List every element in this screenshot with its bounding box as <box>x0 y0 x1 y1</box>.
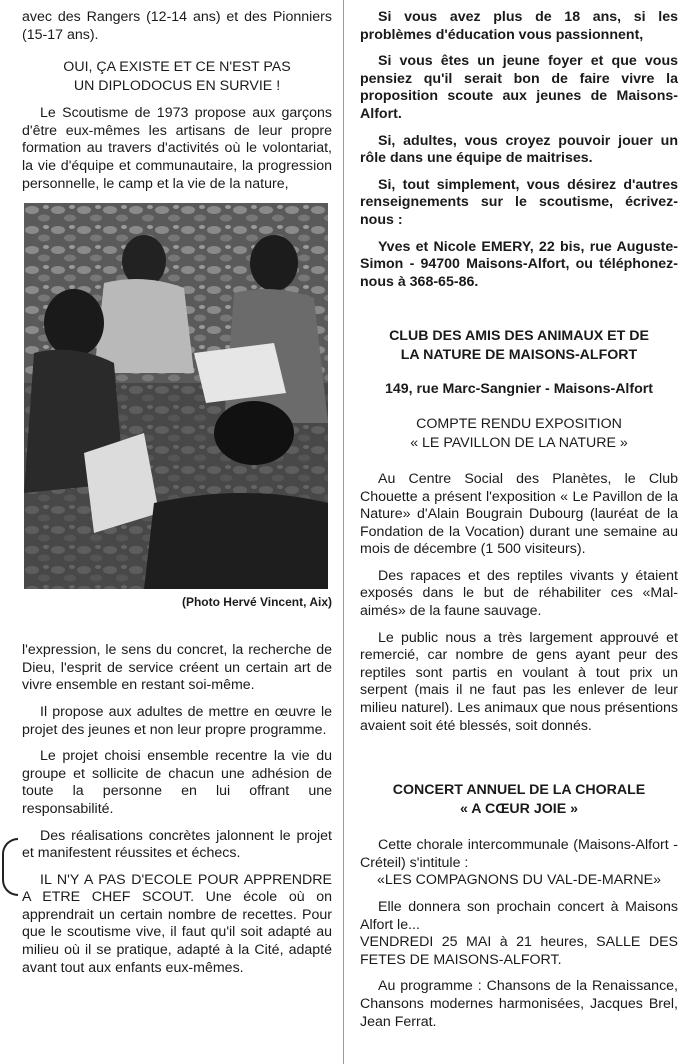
expression-paragraph: l'expression, le sens du concret, la recherche de Dieu, l'esprit de service créent un certain art de vivre ensemble en restant soi-même. <box>22 642 332 694</box>
concert-paragraph-3: Elle donnera son prochain concert à Maisons Alfort le... <box>360 899 678 933</box>
concert-heading-line1: CONCERT ANNUEL DE LA CHORALE <box>392 782 646 799</box>
scoutisme-paragraph: Le Scoutisme de 1973 propose aux garçons d'être eux-mêmes les artisans de leur propre formation au travers d'activités où le volontariat, la vie d'équipe et communautaire, la progression personnelle, le camp et la vie de la nature, <box>22 105 332 192</box>
club-heading-line2: LA NATURE DE MAISONS-ALFORT <box>400 347 638 364</box>
scouts-photo-illustration <box>24 203 328 589</box>
concert-date: VENDREDI 25 MAI à 21 heures, SALLE DES FETES DE MAISONS-ALFORT. <box>360 934 678 968</box>
adultes-paragraph: Si, adultes, vous croyez pouvoir jouer un rôle dans une équipe de maitrises. <box>360 132 678 167</box>
margin-bracket-mark <box>2 838 18 896</box>
rangers-paragraph: avec des Rangers (12-14 ans) et des Pionniers (15-17 ans). <box>22 9 332 43</box>
left-column <box>22 0 332 977</box>
expo-paragraph-3: Le public nous a très largement approuvé et remercié, car nombre de gens ayant peur des reptiles sont partis en voulant à tout prix un serpent (mais il ne faut pas les enlever de leur milieu naturel). Les animaux que nous présentions avaient soit été blessés, soit donnés. <box>360 629 678 734</box>
project-paragraph: Le projet choisi ensemble recentre la vie du groupe et sollicite de chacun une adhésion de toute la personne en lui offrant une responsabilité. <box>22 748 332 817</box>
concert-programme: Au programme : Chansons de la Renaissance, Chansons modernes harmonisées, Jacques Brel, Jean Ferrat. <box>360 978 678 1030</box>
concert-heading <box>360 781 678 819</box>
adults-paragraph: Il propose aux adultes de mettre en œuvre le projet des jeunes et non leur propre programme. <box>22 703 332 738</box>
scout-heading-line2: UN DIPLODOCUS EN SURVIE ! <box>73 78 281 95</box>
expo-heading-line1: COMPTE RENDU EXPOSITION <box>416 415 622 432</box>
concert-choir-name: «LES COMPAGNONS DU VAL-DE-MARNE» <box>376 872 662 889</box>
ecole-paragraph: IL N'Y A PAS D'ECOLE POUR APPRENDRE A ETRE CHEF SCOUT. Une école où on apprendrait un certain nombre de recettes. Pour que le scoutisme vive, il faut qu'il soit adapté au milieu où il se pratique, adapté à la Cité, adapté avant tout aux enfants eux-mêmes. <box>22 871 332 976</box>
club-heading-line1: CLUB DES AMIS DES ANIMAUX ET DE <box>389 328 649 345</box>
realisations-paragraph: Des réalisations concrètes jalonnent le projet et manifestent réussites et échecs. <box>22 827 332 862</box>
right-column <box>360 0 678 1031</box>
concert-heading-line2: « A CŒUR JOIE » <box>460 801 578 818</box>
concert-paragraph-1: Cette chorale intercommunale (Maisons-Alfort - Créteil) s'intitule : <box>360 837 678 871</box>
scout-heading-line1: OUI, ÇA EXISTE ET CE N'EST PAS <box>63 59 291 76</box>
club-address: 149, rue Marc-Sangnier - Maisons-Alfort <box>384 381 654 398</box>
expo-heading <box>360 415 678 453</box>
renseignements-paragraph: Si, tout simplement, vous désirez d'autres renseignements sur le scoutisme, écrivez-nous : <box>360 176 678 228</box>
expo-paragraph-1: Au Centre Social des Planètes, le Club Chouette a présent l'exposition « Le Pavillon de la Nature» d'Alain Bougrain Dubourg (lauréat de la Fondation de la Vocation) durant une semaine au mois de décembre (1 500 visiteurs). <box>360 470 678 558</box>
expo-heading-line2: « LE PAVILLON DE LA NATURE » <box>410 434 628 451</box>
scout-heading <box>22 58 332 96</box>
jeune-foyer-paragraph: Si vous êtes un jeune foyer et que vous pensiez qu'il serait bon de faire vivre la proposition scoute aux jeunes de Maisons-Alfort. <box>360 53 678 122</box>
contact-paragraph: Yves et Nicole EMERY, 22 bis, rue Auguste-Simon - 94700 Maisons-Alfort, ou téléphonez-nous à 368-65-86. <box>360 238 678 290</box>
over-18-paragraph: Si vous avez plus de 18 ans, si les problèmes d'éducation vous passionnent, <box>360 9 678 43</box>
scouts-photo <box>24 203 328 589</box>
club-heading <box>360 327 678 365</box>
photo-caption: (Photo Hervé Vincent, Aix) <box>181 595 332 610</box>
expo-paragraph-2: Des rapaces et des reptiles vivants y étaient exposés dans le but de réhabiliter ces «Mal-aimés» de la faune sauvage. <box>360 567 678 620</box>
column-divider <box>343 0 344 1064</box>
